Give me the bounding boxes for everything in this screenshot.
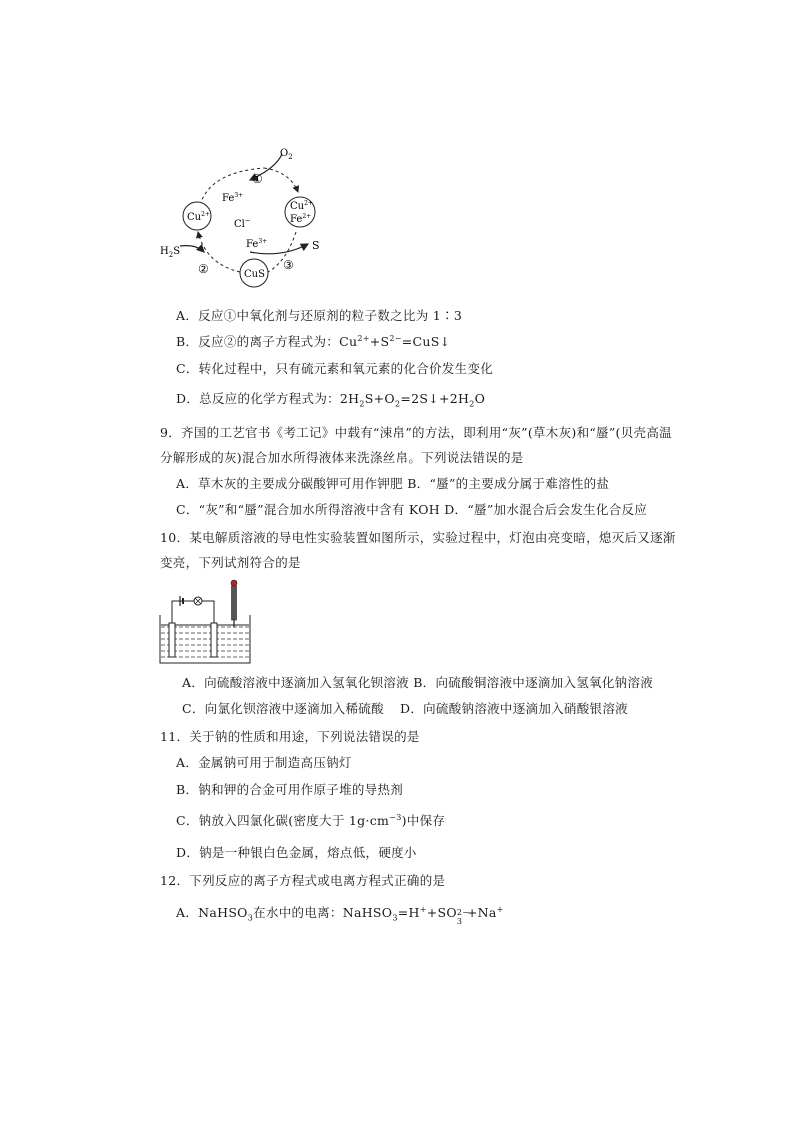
q9-stem-line1: 9．齐国的工艺官书《考工记》中载有“涑帛”的方法，即利用“灰”(草木灰)和“蜃”(贝壳高温 <box>160 425 672 440</box>
electrode-left <box>169 623 175 657</box>
s-arrow <box>250 244 308 254</box>
q11-option-a: A．金属钠可用于制造高压钠灯 <box>176 755 352 770</box>
h2s-label: $H_2S$ <box>160 246 181 259</box>
q8-option-b: B．反应②的离子方程式为：$Cu^{2+}+S^{2-}=CuS↓$ <box>176 333 451 349</box>
circuit-wire <box>172 601 214 623</box>
q12-option-a: A．NaHSO$_3$在水中的电离：NaHSO$_3$=H++SO 2− 3 +Na+ <box>176 904 504 926</box>
fe-right-label: $Fe^{2+}$ <box>290 213 312 225</box>
q11-option-c: C．钠放入四氯化碳(密度大于 $1g\cdot cm^{-3}$)中保存 <box>176 812 446 828</box>
q9-stem-line2: 分解形成的灰)混合加水所得液体来洗涤丝帛。下列说法错误的是 <box>160 450 524 465</box>
h2s-arrow <box>180 246 204 252</box>
cycle-arc-top-right <box>264 168 298 192</box>
q8-option-d: D．总反应的化学方程式为：$2H_2S+O_2=2S↓+2H_2O$ <box>176 391 486 409</box>
fe3-bottom-label: $Fe^{3+}$ <box>246 238 268 250</box>
q9-options-cd: C．“灰”和“蜃”混合加水所得溶液中含有 KOH D．“蜃”加水混合后会发生化合反应 <box>176 502 648 517</box>
q10-option-c: C．向氯化钡溶液中逐滴加入稀硫酸 <box>182 701 384 716</box>
o2-label: $O_2$ <box>280 148 293 161</box>
q10-option-d: D．向硫酸钠溶液中逐滴加入硝酸银溶液 <box>400 701 628 716</box>
dropper-tube <box>232 586 237 620</box>
q8-cycle-diagram <box>0 0 794 300</box>
q10-stem-line2: 变亮，下列试剂符合的是 <box>160 555 301 570</box>
step1-label: ① <box>252 172 263 186</box>
step2-label: ② <box>198 262 209 276</box>
s-product-label: S <box>312 239 320 252</box>
q8-option-a: A．反应①中氧化剂与还原剂的粒子数之比为 1∶3 <box>176 308 463 323</box>
cu-left-label: $Cu^{2+}$ <box>187 211 210 223</box>
q11-option-b: B．钠和钾的合金可用作原子堆的导热剂 <box>176 782 404 797</box>
q10-options-ab: A．向硫酸溶液中逐滴加入氢氧化钡溶液 B．向硫酸铜溶液中逐滴加入氢氧化钠溶液 <box>182 675 654 690</box>
step3-label: ③ <box>283 258 294 272</box>
fe3-top-label: $Fe^{3+}$ <box>222 192 244 204</box>
dropper-bulb <box>231 580 237 586</box>
q11-stem: 11．关于钠的性质和用途，下列说法错误的是 <box>160 729 420 744</box>
electrode-right <box>211 623 217 657</box>
q9-options-ab: A．草木灰的主要成分碳酸钾可用作钾肥 B．“蜃”的主要成分属于难溶性的盐 <box>176 476 610 491</box>
q12-stem: 12．下列反应的离子方程式或电离方程式正确的是 <box>160 873 446 888</box>
cl-label: Cl− <box>234 217 251 230</box>
q8-option-c: C．转化过程中，只有硫元素和氧元素的化合价发生变化 <box>176 361 494 376</box>
cus-label: CuS <box>244 269 265 280</box>
cu-right-label: $Cu^{2+}$ <box>290 200 313 212</box>
q11-option-d: D．钠是一种银白色金属，熔点低，硬度小 <box>176 845 417 860</box>
q10-stem-line1: 10．某电解质溶液的导电性实验装置如图所示，实验过程中，灯泡由亮变暗，熄灭后又逐渐 <box>160 530 676 545</box>
conductivity-apparatus <box>158 577 258 667</box>
